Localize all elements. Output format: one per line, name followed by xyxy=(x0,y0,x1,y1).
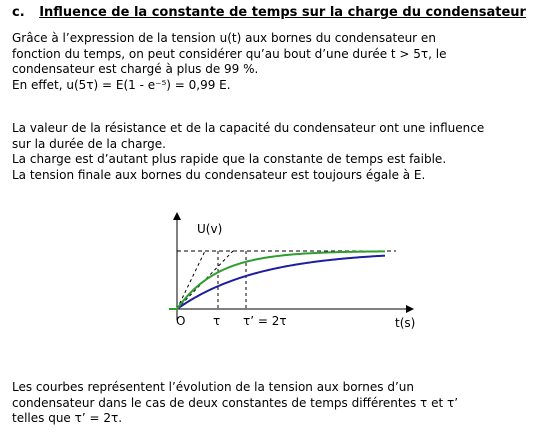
text-line: La charge est d’autant plus rapide que la constante de temps est faible. xyxy=(12,152,447,166)
text-line: condensateur dans le cas de deux constantes de temps différentes τ et τ’ xyxy=(12,395,459,410)
paragraph-curves xyxy=(12,380,458,427)
section-letter: c. xyxy=(12,5,25,20)
charge-curves-graph xyxy=(160,210,430,335)
origin-label: O xyxy=(176,314,186,328)
tau-prime-label: τ’ = 2τ xyxy=(243,314,287,328)
x-axis-label: t(s) xyxy=(395,316,416,330)
curve-tau xyxy=(169,251,385,309)
section-title: Influence de la constante de temps sur la charge du condensateur xyxy=(39,5,526,20)
text-line: En effet, u(5τ) = E(1 - e⁻⁵) = 0,99 E. xyxy=(12,77,231,92)
text-line: sur la durée de la charge. xyxy=(12,136,166,151)
text-line: La valeur de la résistance et de la capacité du condensateur ont une influence xyxy=(12,121,485,135)
paragraph-influence xyxy=(12,121,484,183)
text-line: telles que τ’ = 2τ. xyxy=(12,411,123,425)
paragraph-charge-duration xyxy=(12,31,447,93)
text-line: La tension finale aux bornes du condensateur est toujours égale à E. xyxy=(12,167,426,182)
tau-label: τ xyxy=(213,314,221,328)
text-line: fonction du temps, on peut considérer qu’au bout d’une durée t > 5τ, le xyxy=(12,46,447,61)
text-line: Grâce à l’expression de la tension u(t) aux bornes du condensateur en xyxy=(12,31,436,45)
text-line: Les courbes représentent l’évolution de la tension aux bornes d’un xyxy=(12,380,414,394)
y-axis-label: U(v) xyxy=(197,222,223,236)
text-line: condensateur est chargé à plus de 99 %. xyxy=(12,62,259,76)
section-heading xyxy=(12,5,526,20)
